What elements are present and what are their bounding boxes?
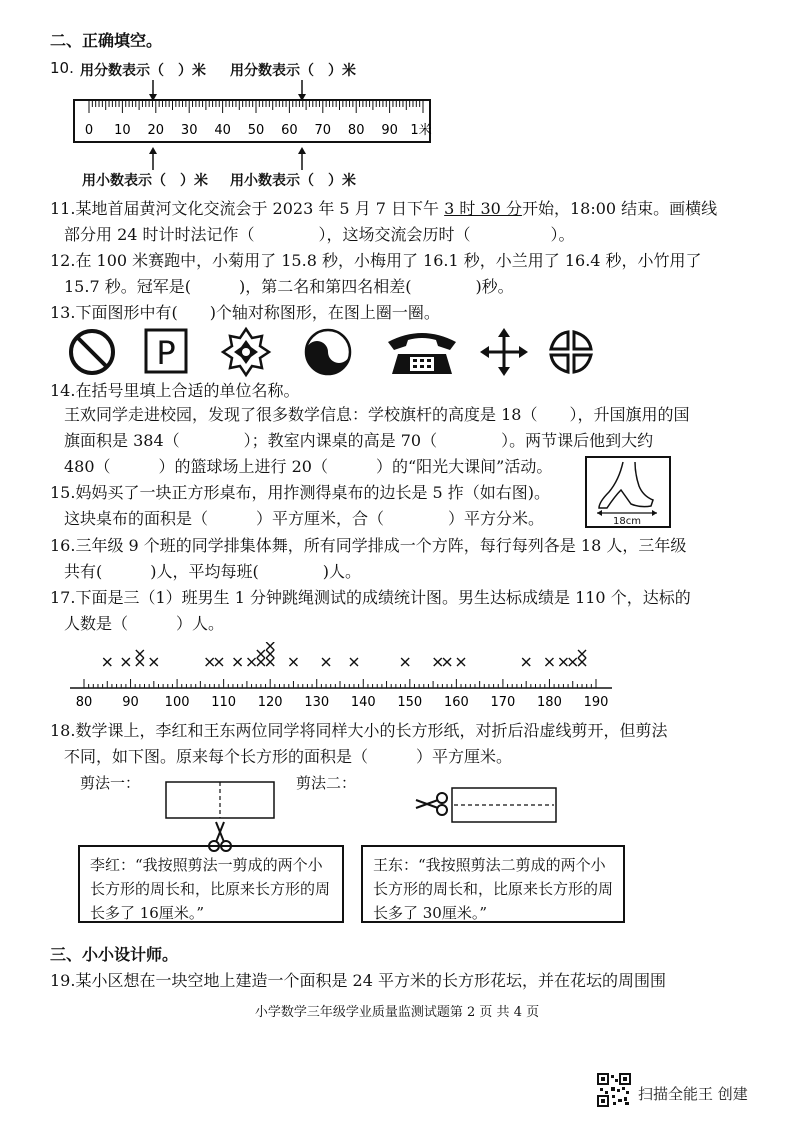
q17-tally-chart — [66, 642, 616, 710]
cut-method-1-label: 剪法一： — [80, 774, 141, 792]
q17-tick-label: 130 — [304, 695, 330, 710]
q17-x-mark — [350, 658, 358, 666]
q17-x-mark — [248, 658, 256, 666]
ruler-tick-label: 90 — [381, 123, 398, 138]
q15-hand-figure — [585, 456, 671, 528]
ruler-tick-label: 80 — [347, 123, 365, 138]
q17-tick-label: 180 — [537, 695, 562, 710]
hand-span-label: 18cm — [613, 516, 641, 527]
q12-line-1: 12.在 100 米赛跑中，小菊用了 15.8 秒，小梅用了 16.1 秒，小兰用了 16.4 秒，小竹用了 — [50, 251, 702, 270]
q17-x-mark — [559, 658, 567, 666]
q17-tick-label: 90 — [122, 695, 139, 710]
q15-line-1: 15.妈妈买了一块正方形桌布，用拃测得桌布的边长是 5 拃（如右图)。 — [50, 483, 551, 502]
yin-yang-icon — [306, 330, 350, 374]
pinwheel-icon — [551, 332, 591, 372]
q17-x-mark — [122, 658, 130, 666]
lihong-speech-box: 李红：“我按照剪法一剪成的两个小长方形的周长和，比原来长方形的周长多了 16厘米。” — [78, 845, 344, 923]
cut-method-2-figure — [410, 782, 560, 826]
q17-x-mark — [578, 650, 586, 658]
q17-x-mark — [322, 658, 330, 666]
q10-ruler-figure — [60, 78, 450, 176]
q17-tick-label: 100 — [164, 695, 190, 710]
q11-text-a: 11.某地首届黄河文化交流会于 2023 年 5 月 7 日下午 — [50, 199, 445, 218]
q11-line-1 — [50, 198, 717, 220]
arrow-head-up-20 — [149, 147, 157, 154]
q17-tick-label: 190 — [583, 695, 609, 710]
q17-x-mark — [578, 658, 586, 666]
q17-tick-label: 170 — [490, 695, 516, 710]
scanner-watermark: 扫描全能王 创建 — [638, 1085, 748, 1103]
q17-x-mark — [443, 658, 451, 666]
q17-x-mark — [266, 650, 274, 658]
q14-line-1: 14.在括号里填上合适的单位名称。 — [50, 381, 300, 400]
q17-x-mark — [257, 658, 265, 666]
q17-line-1: 17.下面是三（1）班男生 1 分钟跳绳测试的成绩统计图。男生达标成绩是 110 个，达标的 — [50, 588, 691, 607]
qr-code-icon — [597, 1073, 631, 1107]
telephone-icon — [388, 333, 456, 374]
arrow-head-up-70 — [298, 147, 306, 154]
ruler-tick-label: 1米 — [410, 123, 432, 138]
q17-marks — [103, 642, 586, 666]
q17-x-mark — [136, 650, 144, 658]
q17-tick-label: 140 — [350, 695, 376, 710]
q17-line-2: 人数是（ ）人。 — [64, 614, 225, 633]
ruler-tick-label: 20 — [147, 123, 165, 138]
q18-line-1: 18.数学课上，李红和王东两位同学将同样大小的长方形纸，对折后沿虚线剪开，但剪法 — [50, 721, 668, 740]
q18-line-2: 不同，如下图。原来每个长方形的面积是（ ）平方厘米。 — [64, 747, 513, 766]
ruler-tick-label: 0 — [84, 123, 94, 138]
scissors-icon — [416, 793, 447, 815]
q17-x-mark — [257, 650, 265, 658]
q17-x-mark — [206, 658, 214, 666]
ruler-tick-label: 40 — [214, 123, 231, 138]
q16-line-1: 16.三年级 9 个班的同学排集体舞，所有同学排成一个方阵，每行每列各是 18 人，三年级 — [50, 536, 687, 555]
section-3-title: 三、小小设计师。 — [50, 945, 179, 964]
section-2-title: 二、正确填空。 — [50, 31, 163, 50]
ruler-tick-label: 60 — [281, 123, 298, 138]
q17-tick-label: 110 — [211, 695, 237, 710]
q17-x-mark — [103, 658, 111, 666]
q17-x-mark — [266, 642, 274, 650]
q17-x-mark — [522, 658, 530, 666]
q11-underlined-time: 3 时 30 分 — [444, 199, 522, 218]
q17-x-mark — [150, 658, 158, 666]
q17-tick-label: 160 — [443, 695, 469, 710]
q10-top-label-right: 用分数表示（ ）米 — [230, 63, 356, 79]
q19-line-1: 19.某小区想在一块空地上建造一个面积是 24 平方米的长方形花坛，并在花坛的周围围 — [50, 971, 666, 990]
parking-p-icon — [146, 330, 186, 372]
move-arrows-icon — [480, 328, 528, 376]
q10-bottom-label-right: 用小数表示（ ）米 — [230, 173, 356, 189]
q13-figures — [66, 326, 606, 378]
q16-line-2: 共有( )人，平均每班( )人。 — [64, 562, 361, 581]
star-flower-icon — [223, 329, 269, 375]
q17-x-mark — [569, 658, 577, 666]
q14-line-3: 旗面积是 384（ ）；教室内课桌的高是 70（ ）。两节课后他到大约 — [64, 431, 654, 450]
q12-line-2: 15.7 秒。冠军是( )，第二名和第四名相差( )秒。 — [64, 277, 514, 296]
q15-line-2: 这块桌布的面积是（ ）平方厘米，合（ ）平方分米。 — [64, 509, 545, 528]
q17-x-mark — [289, 658, 297, 666]
cut-method-1-figure — [160, 780, 280, 854]
q17-tick-label: 150 — [397, 695, 423, 710]
ruler-tick-label: 50 — [247, 123, 265, 138]
cut-method-2-label: 剪法二： — [296, 774, 357, 792]
q10-top-label-left: 用分数表示（ ）米 — [80, 63, 206, 79]
q17-x-mark — [215, 658, 223, 666]
ruler-tick-label: 70 — [314, 123, 332, 138]
q10-number: 10. — [50, 59, 74, 77]
ruler-tick-label: 10 — [114, 123, 131, 138]
ruler-tick-label: 30 — [180, 123, 198, 138]
q17-x-mark — [136, 658, 144, 666]
q14-line-2: 王欢同学走进校园，发现了很多数学信息：学校旗杆的高度是 18（ ），升国旗用的国 — [64, 405, 690, 424]
q14-line-4: 480（ ）的篮球场上进行 20（ ）的“阳光大课间”活动。 — [64, 457, 553, 476]
q17-x-mark — [401, 658, 409, 666]
q17-tick-label: 80 — [75, 695, 93, 710]
page-footer: 小学数学三年级学业质量监测试题第 2 页 共 4 页 — [254, 1005, 540, 1020]
q17-x-mark — [234, 658, 242, 666]
q17-x-mark — [457, 658, 465, 666]
q11-text-b: 开始，18:00 结束。画横线 — [521, 199, 718, 218]
q17-x-mark — [545, 658, 553, 666]
q13-line: 13.下面图形中有( )个轴对称图形，在图上圈一圈。 — [50, 303, 440, 322]
q17-x-mark — [266, 658, 274, 666]
q17-tick-label: 120 — [257, 695, 283, 710]
no-sign-icon — [71, 331, 113, 373]
q10-bottom-label-left: 用小数表示（ ）米 — [82, 173, 208, 189]
q17-axis-ticks — [76, 679, 609, 710]
wangdong-speech-box: 王东：“我按照剪法二剪成的两个小长方形的周长和，比原来长方形的周长多了 30厘米。” — [361, 845, 625, 923]
q17-x-mark — [434, 658, 442, 666]
q11-line-2: 部分用 24 时计时法记作（ ），这场交流会历时（ ）。 — [64, 225, 575, 244]
parking-letter: P — [156, 334, 176, 372]
